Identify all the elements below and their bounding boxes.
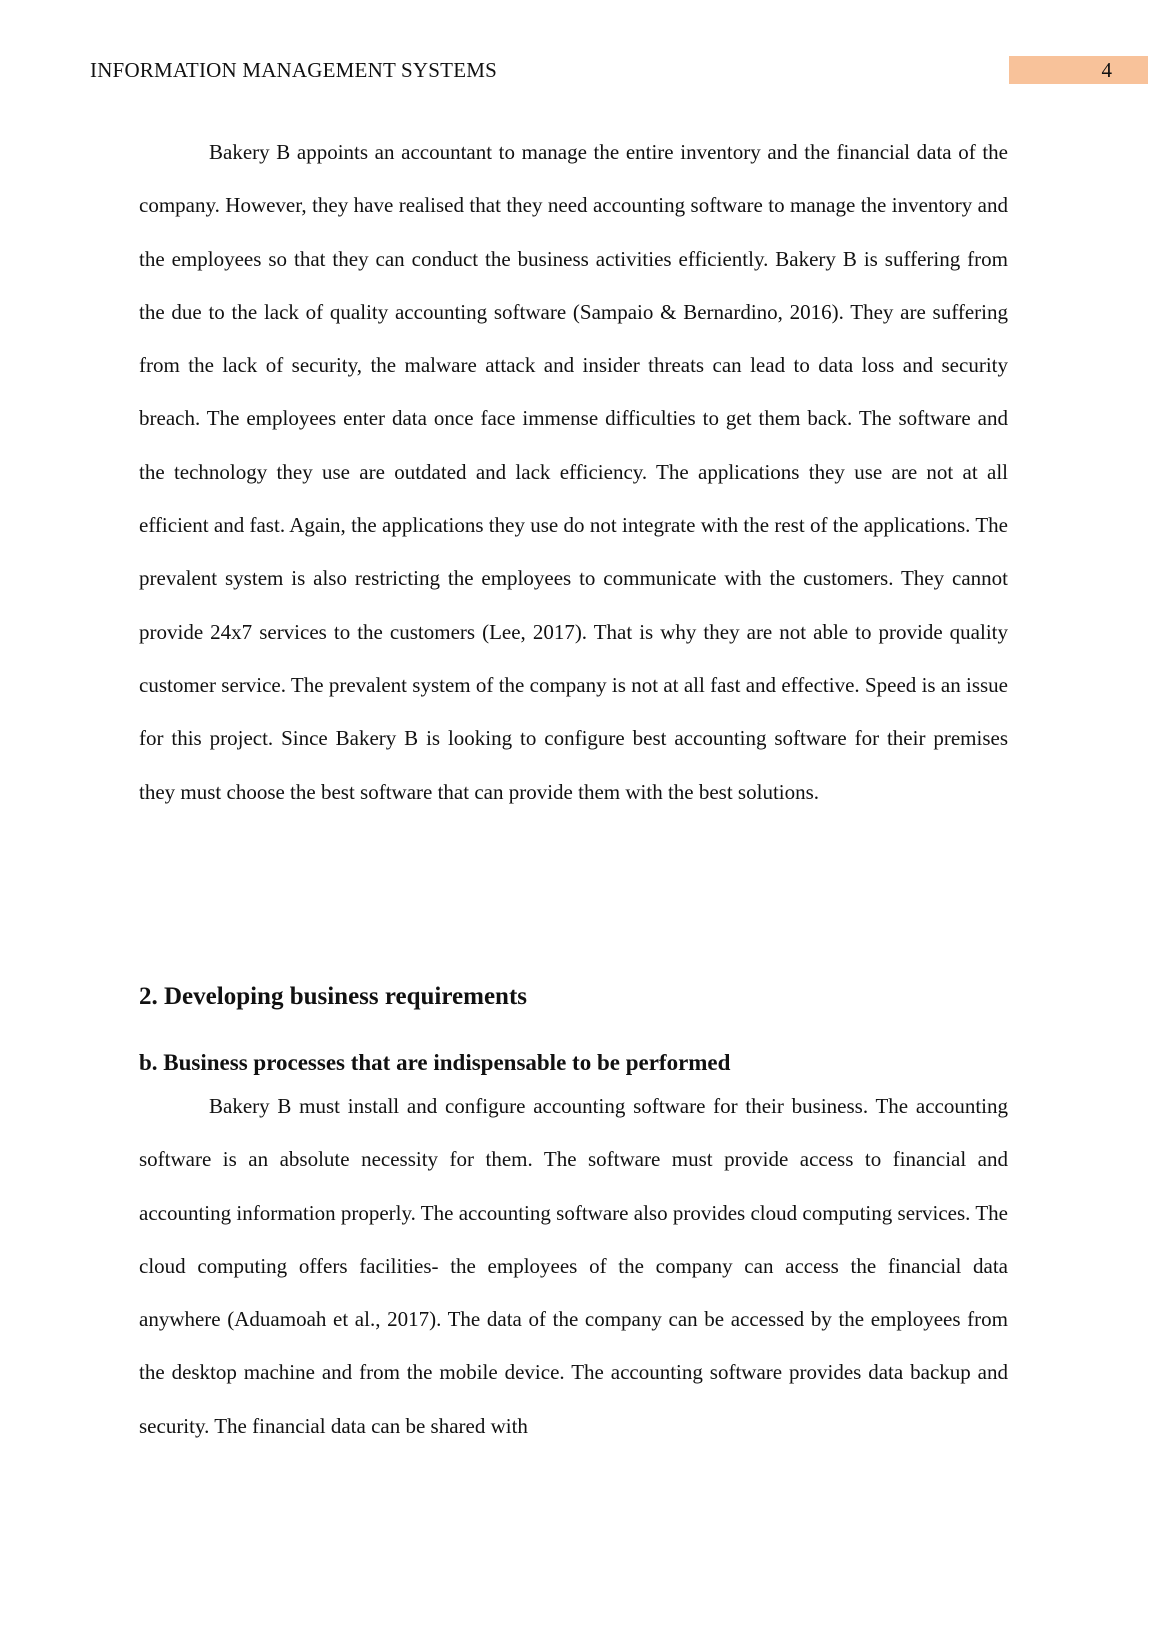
page-number: 4 <box>1101 58 1112 82</box>
subsection-heading: b. Business processes that are indispensable to be performed <box>139 1050 731 1075</box>
running-head: INFORMATION MANAGEMENT SYSTEMS <box>90 58 497 82</box>
body-paragraph-1: Bakery B appoints an accountant to manage the entire inventory and the financial data of the company. However, they have realised that they need accounting software to manage the inventory and the employees so that they can conduct the business activities efficiently. Bakery B is suffering from the due to the lack of quality accounting software (Sampaio & Bernardino, 2016). They are suffering from the lack of security, the malware attack and insider threats can lead to data loss and security breach. The employees enter data once face immense difficulties to get them back. The software and the technology they use are outdated and lack efficiency. The applications they use are not at all efficient and fast. Again, the applications they use do not integrate with the rest of the applications. The prevalent system is also restricting the employees to communicate with the customers. They cannot provide 24x7 services to the customers (Lee, 2017). That is why they are not able to provide quality customer service. The prevalent system of the company is not at all fast and effective. Speed is an issue for this project. Since Bakery B is looking to configure best accounting software for their premises they must choose the best software that can provide them with the best solutions. <box>139 140 1008 804</box>
page-number-box <box>1009 56 1148 84</box>
section-heading: 2. Developing business requirements <box>139 983 528 1010</box>
body-paragraph-2: Bakery B must install and configure accounting software for their business. The accounting software is an absolute necessity for them. The software must provide access to financial and accounting information properly. The accounting software also provides cloud computing services. The cloud computing offers facilities- the employees of the company can access the financial data anywhere (Aduamoah et al., 2017). The data of the company can be accessed by the employees from the desktop machine and from the mobile device. The accounting software provides data backup and security. The financial data can be shared with <box>139 1094 1008 1438</box>
